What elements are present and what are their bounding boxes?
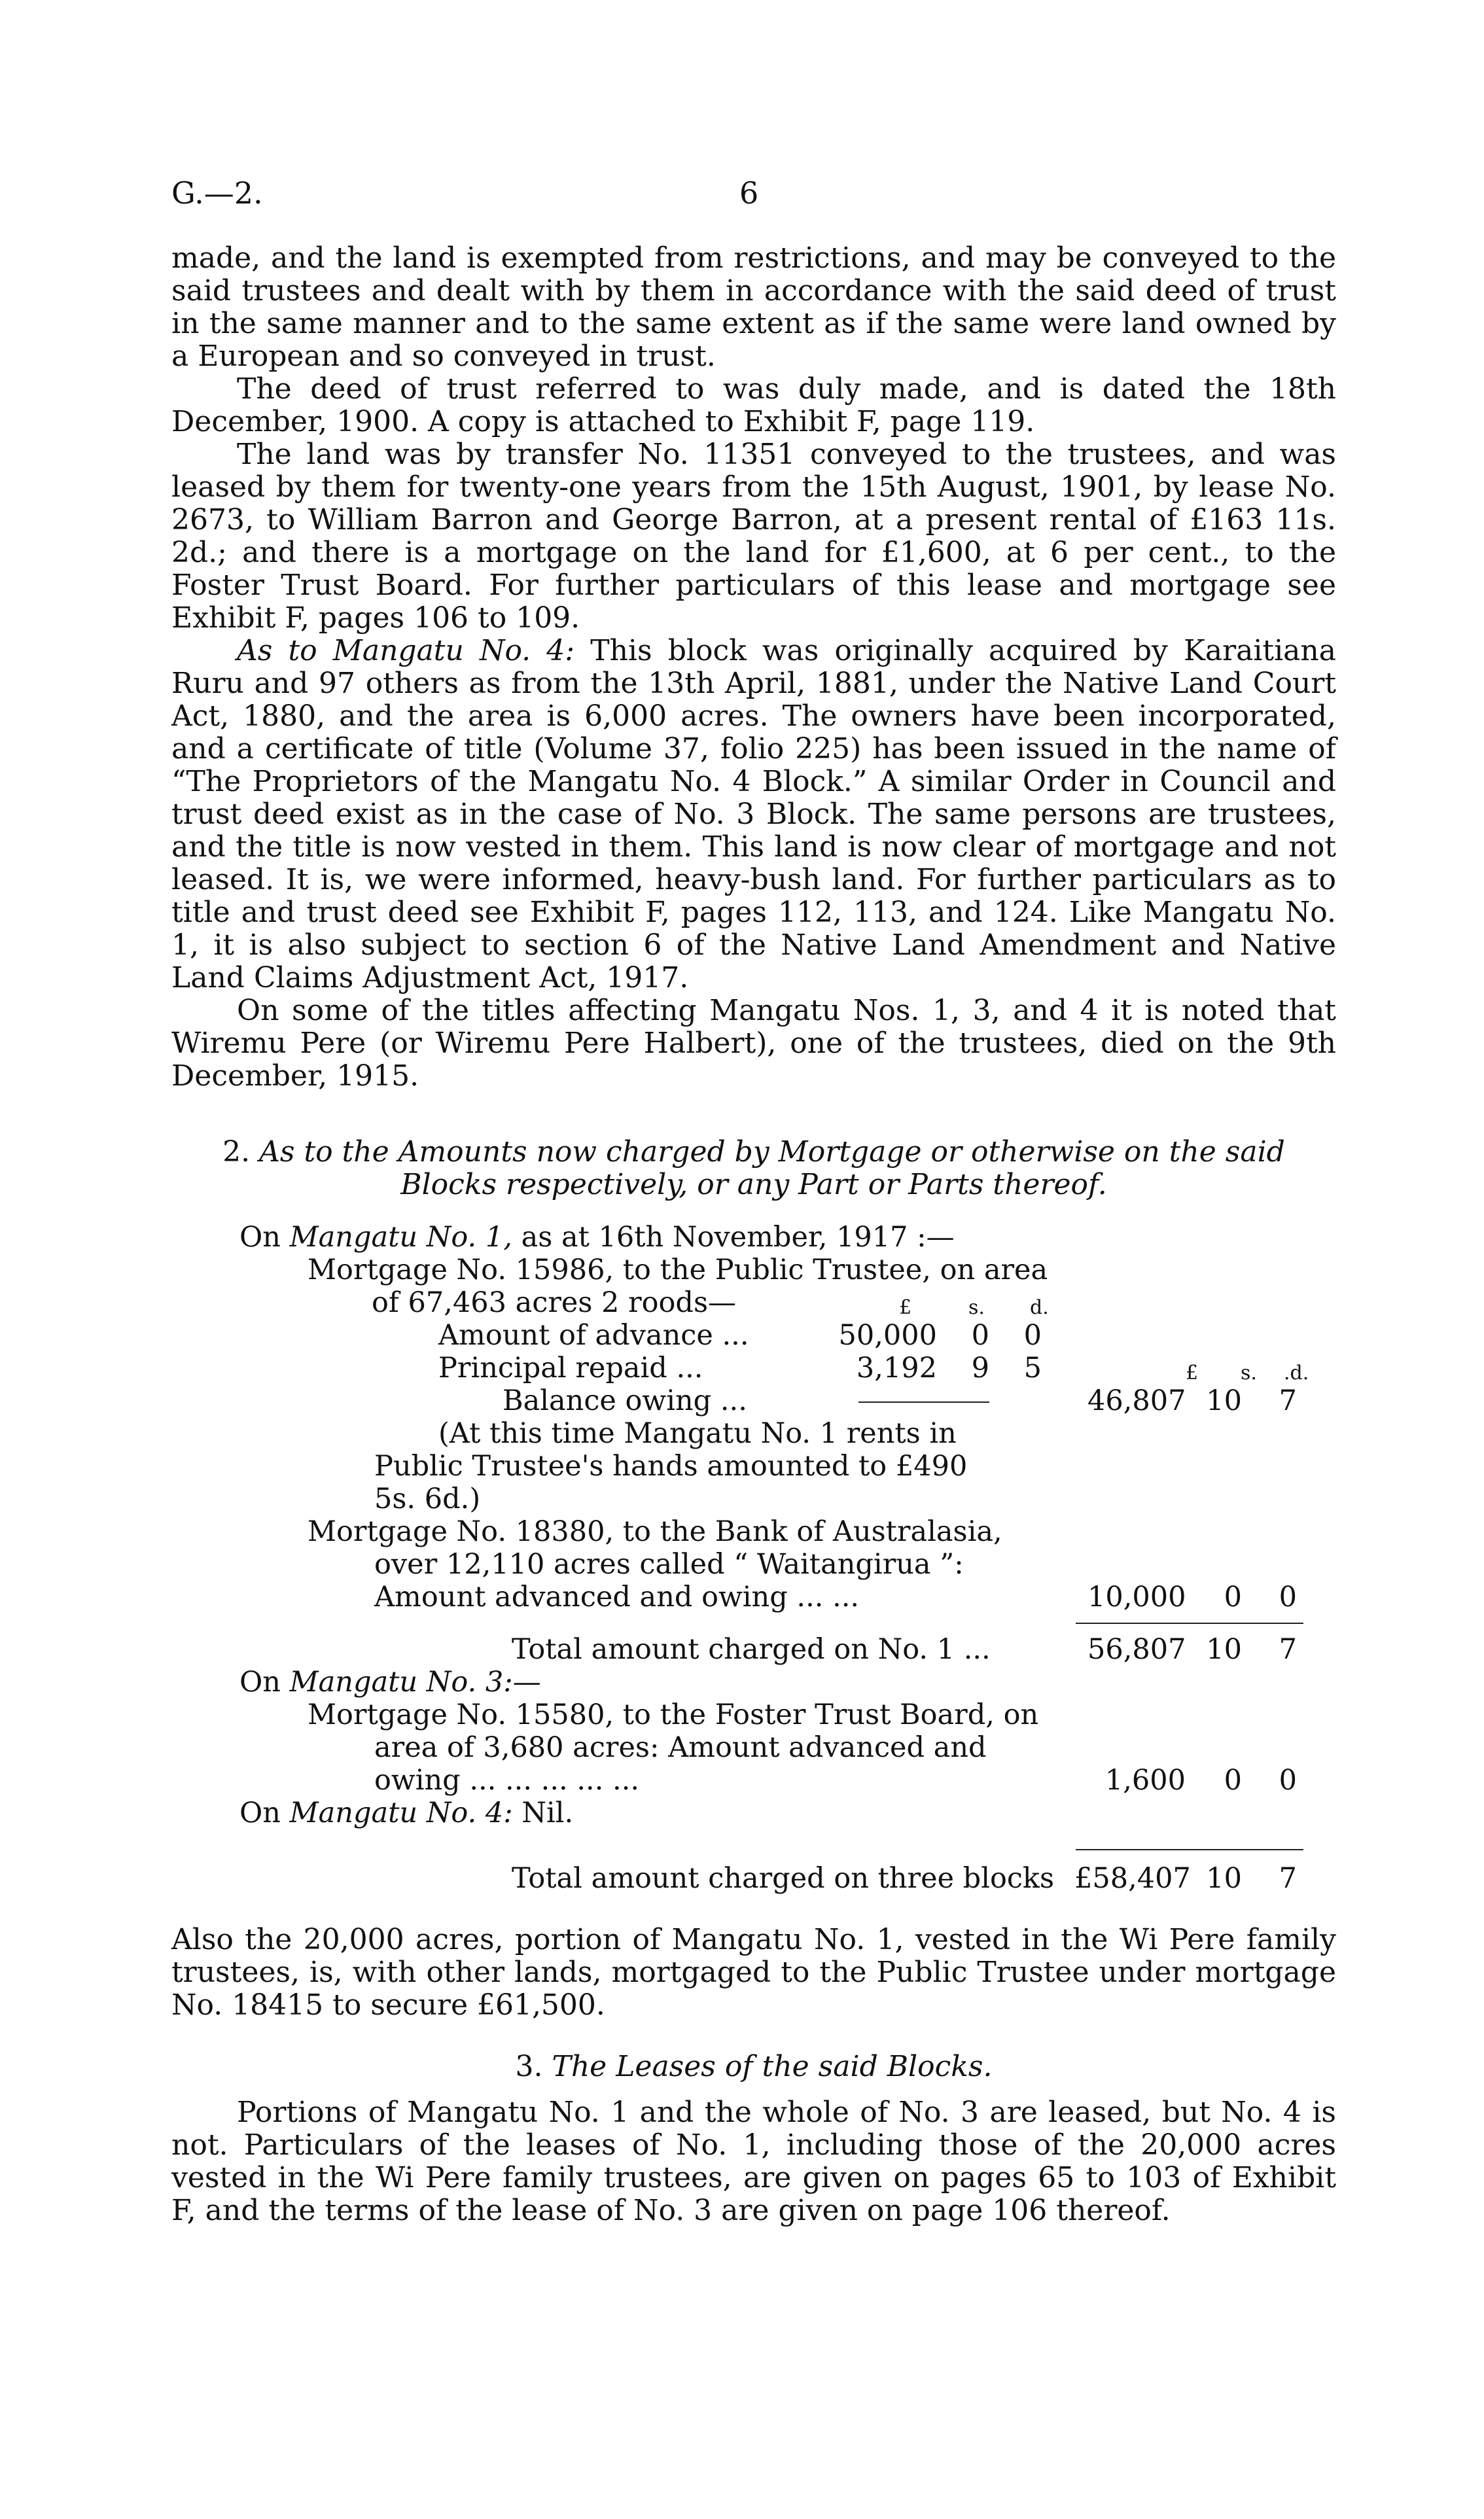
balance-shillings: 10 xyxy=(1206,1384,1242,1417)
mortgage-1-line-1: Mortgage No. 15986, to the Public Trustee, on area xyxy=(308,1254,1048,1286)
total-1-pence: 7 xyxy=(1279,1633,1297,1666)
after-statement-text xyxy=(171,1924,1336,2022)
no3-heading: On Mangatu No. 3:— xyxy=(239,1666,541,1699)
mortgage-3-shillings: 0 xyxy=(1224,1764,1242,1797)
mortgage-1-line-2: of 67,463 acres 2 roods— xyxy=(372,1286,737,1319)
mortgage-statement xyxy=(171,1221,1336,1986)
advance-pence: 0 xyxy=(1023,1319,1042,1352)
mortgage-3-line-1: Mortgage No. 15580, to the Foster Trust Board, on xyxy=(308,1699,1039,1731)
total-1-pounds: 56,807 xyxy=(1087,1633,1186,1666)
advance-shillings: 0 xyxy=(971,1319,989,1352)
paragraph-4-label: As to Mangatu No. 4: xyxy=(237,634,575,667)
grand-total-shillings: 10 xyxy=(1206,1862,1242,1895)
mortgage-2-shillings: 0 xyxy=(1224,1581,1242,1613)
after-statement-paragraph: Also the 20,000 acres, portion of Mangatu No. 1, vested in the Wi Pere family trustees, is, with other lands, mortgaged to the Public Trustee under mortgage No. 18415 to secure £61,500. xyxy=(171,1923,1336,2022)
repaid-pence: 5 xyxy=(1023,1352,1042,1384)
paragraph-5: On some of the titles affecting Mangatu Nos. 1, 3, and 4 it is noted that Wiremu Pere (or Wiremu Pere Halbert), one of the trustees, died on the 9th December, 1915. xyxy=(171,994,1336,1093)
section-2-heading xyxy=(171,1136,1336,1201)
mortgage-2-line-1: Mortgage No. 18380, to the Bank of Australasia, xyxy=(308,1515,1002,1548)
section-3-heading xyxy=(171,2051,1336,2083)
total-1-label: Total amount charged on No. 1 ... xyxy=(512,1633,991,1666)
outer-currency-pounds: £ xyxy=(1186,1362,1199,1384)
inner-currency-pence: d. xyxy=(1030,1296,1049,1319)
balance-pounds: 46,807 xyxy=(1087,1384,1186,1417)
total-1-rule xyxy=(1076,1623,1303,1624)
paragraph-2: The deed of trust referred to was duly made, and is dated the 18th December, 1900. A copy is attached to Exhibit F, page 119. xyxy=(171,372,1336,438)
mortgage-3-pounds: 1,600 xyxy=(1104,1764,1186,1797)
grand-total-rule xyxy=(1076,1849,1303,1850)
no4-heading: On Mangatu No. 4: Nil. xyxy=(239,1797,574,1829)
mortgage-2-pounds: 10,000 xyxy=(1087,1581,1186,1613)
outer-currency-shillings: s. xyxy=(1241,1362,1257,1384)
section-3-title: The Leases of the said Blocks. xyxy=(552,2050,993,2083)
document-reference: G.—2. xyxy=(171,175,263,211)
page-header xyxy=(171,175,1336,215)
mortgage-2-line-3: Amount advanced and owing ... ... xyxy=(374,1581,860,1613)
balance-pence: 7 xyxy=(1279,1384,1297,1417)
outer-currency-pence: .d. xyxy=(1284,1362,1309,1384)
paragraph-4-text: This block was originally acquired by Karaitiana Ruru and 97 others as from the 13th April, 1881, under the Native Land Court Act, 1880, and the area is 6,000 acres. The owners have been incorporated, and a certificate of title (Volume 37, folio 225) has been issued in the name of “The Proprietors of the Mangatu No. 4 Block.” A similar Order in Council and trust deed exist as in the case of No. 3 Block. The same persons are trustees, and the title is now vested in them. This land is now clear of mortgage and not leased. It is, we were informed, heavy-bush land. For further particulars as to title and trust deed see Exhibit F, pages 112, 113, and 124. Like Mangatu No. 1, it is also subject to section 6 of the Native Land Amendment and Native Land Claims Adjustment Act, 1917. xyxy=(171,634,1336,995)
page-number: 6 xyxy=(739,175,759,211)
no1-heading: On Mangatu No. 1, as at 16th November, 1917 :— xyxy=(239,1221,955,1254)
advance-pounds: 50,000 xyxy=(838,1319,937,1352)
grand-total-pounds: £58,407 xyxy=(1074,1862,1191,1895)
balance-label: Balance owing ... xyxy=(503,1384,747,1417)
inner-currency-shillings: s. xyxy=(968,1296,985,1319)
section-3-text xyxy=(171,2096,1336,2227)
note-line-2: Public Trustee's hands amounted to £490 xyxy=(374,1450,968,1483)
advance-label: Amount of advance ... xyxy=(438,1319,749,1352)
subtotal-rule xyxy=(858,1401,989,1403)
inner-currency-pounds: £ xyxy=(899,1296,912,1319)
section-2-number: 2. xyxy=(222,1135,251,1169)
grand-total-pence: 7 xyxy=(1279,1862,1297,1895)
total-1-shillings: 10 xyxy=(1206,1633,1242,1666)
section-3-number: 3. xyxy=(515,2050,543,2083)
repaid-label: Principal repaid ... xyxy=(438,1352,703,1384)
paragraph-4 xyxy=(171,635,1336,995)
repaid-pounds: 3,192 xyxy=(856,1352,937,1384)
note-line-3: 5s. 6d.) xyxy=(374,1483,481,1515)
mortgage-3-line-2: area of 3,680 acres: Amount advanced and xyxy=(374,1731,987,1764)
repaid-shillings: 9 xyxy=(971,1352,989,1384)
grand-total-label: Total amount charged on three blocks xyxy=(512,1862,1055,1895)
part1-text xyxy=(171,242,1336,1093)
mortgage-3-pence: 0 xyxy=(1279,1764,1297,1797)
paragraph-1: made, and the land is exempted from restrictions, and may be conveyed to the said trustees and dealt with by them in accordance with the said deed of trust in the same manner and to the same extent as if the same were land owned by a European and so conveyed in trust. xyxy=(171,241,1336,373)
note-line-1: (At this time Mangatu No. 1 rents in xyxy=(438,1417,957,1450)
paragraph-3: The land was by transfer No. 11351 conveyed to the trustees, and was leased by them for twenty-one years from the 15th August, 1901, by lease No. 2673, to William Barron and George Barron, at a present rental of £163 11s. 2d.; and there is a mortgage on the land for £1,600, at 6 per cent., to the Foster Trust Board. For further particulars of this lease and mortgage see Exhibit F, pages 106 to 109. xyxy=(171,438,1336,635)
section-3-paragraph: Portions of Mangatu No. 1 and the whole of No. 3 are leased, but No. 4 is not. Particulars of the leases of No. 1, including those of the 20,000 acres vested in the Wi Pere family trustees, are given on pages 65 to 103 of Exhibit F, and the terms of the lease of No. 3 are given on page 106 thereof. xyxy=(171,2096,1336,2227)
mortgage-2-pence: 0 xyxy=(1279,1581,1297,1613)
section-2-title-line-1: As to the Amounts now charged by Mortgage or otherwise on the said xyxy=(259,1135,1285,1169)
mortgage-2-line-2: over 12,110 acres called “ Waitangirua ”: xyxy=(374,1548,964,1581)
section-2-title-line-2: Blocks respectively, or any Part or Parts thereof. xyxy=(400,1168,1107,1201)
mortgage-3-line-3: owing ... ... ... ... ... xyxy=(374,1764,640,1797)
